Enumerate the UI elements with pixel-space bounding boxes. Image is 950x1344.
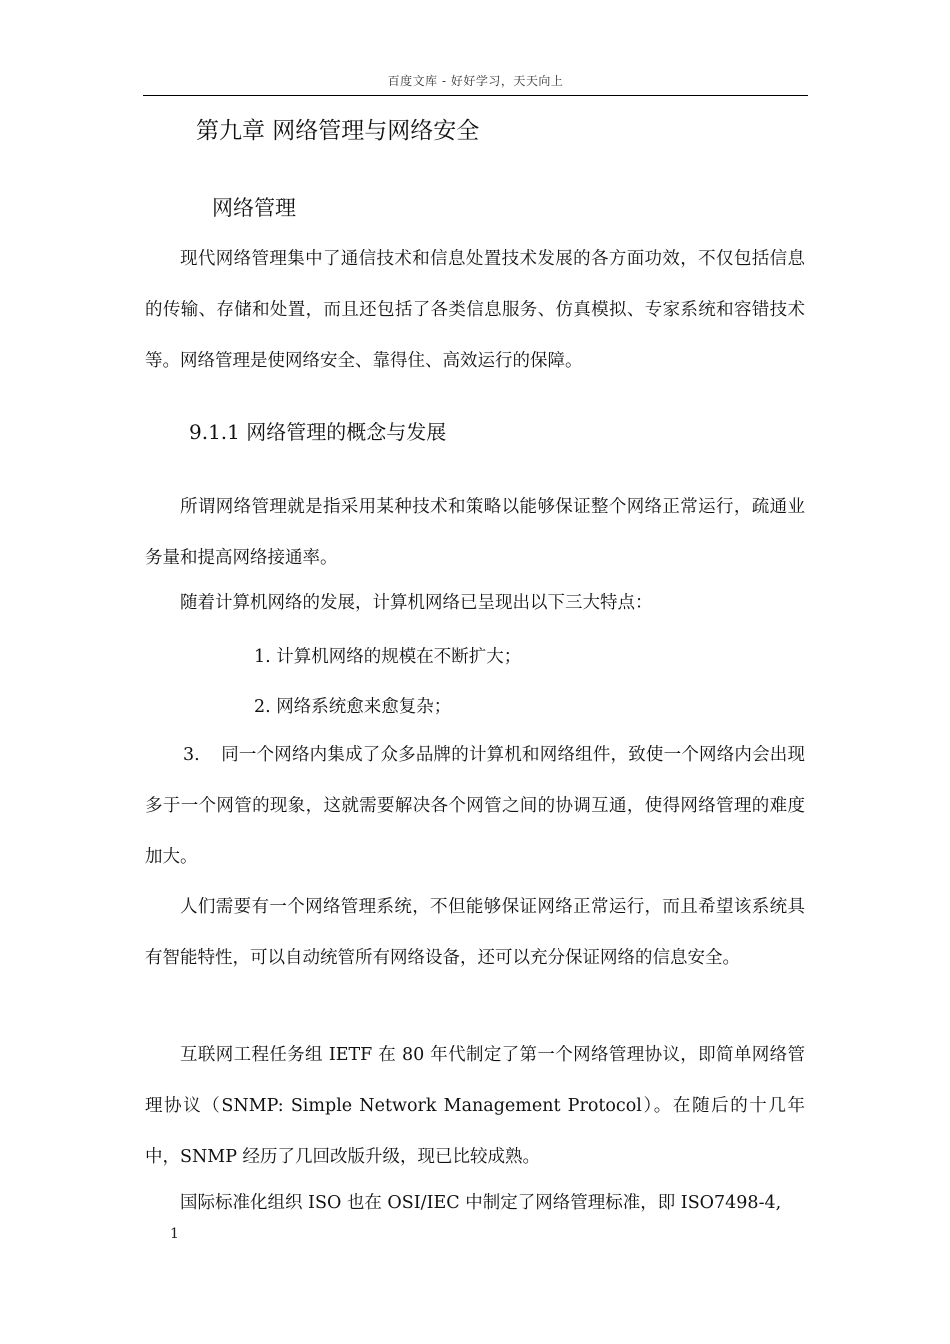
subsection-title: 9.1.1 网络管理的概念与发展 (189, 420, 447, 444)
chapter-title: 第九章 网络管理与网络安全 (196, 118, 480, 144)
list-item-text: 计算机网络的规模在不断扩大； (276, 647, 522, 667)
paragraph-features-intro: 随着计算机网络的发展，计算机网络已呈现出以下三大特点： (180, 593, 653, 613)
list-item-number: 3. (183, 745, 200, 765)
list-item-number: 2. (254, 697, 271, 717)
list-item (254, 632, 521, 683)
paragraph-snmp: 互联网工程任务组 IETF 在 80 年代制定了第一个网络管理协议，即简单网络管理协议（SNMP: Simple Network Management Protocol）。在随后的十几年中，SNMP 经历了几回改版升级，现已比较成熟。 (145, 1045, 805, 1167)
page-number: 1 (170, 1226, 179, 1242)
list-item-number: 1. (254, 647, 271, 667)
list-item (254, 682, 451, 733)
section-title: 网络管理 (212, 196, 296, 220)
paragraph-system-need: 人们需要有一个网络管理系统，不但能够保证网络正常运行，而且希望该系统具有智能特性，可以自动统管所有网络设备，还可以充分保证网络的信息安全。 (145, 897, 805, 968)
paragraph-definition: 所谓网络管理就是指采用某种技术和策略以能够保证整个网络正常运行，疏通业务量和提高网络接通率。 (145, 497, 805, 568)
paragraph-intro: 现代网络管理集中了通信技术和信息处置技术发展的各方面功效，不仅包括信息的传输、存储和处置，而且还包括了各类信息服务、仿真模拟、专家系统和容错技术等。网络管理是使网络安全、靠得住、高效运行的保障。 (145, 249, 805, 371)
paragraph-iso: 国际标准化组织 ISO 也在 OSI/IEC 中制定了网络管理标准，即 ISO7498-4, (180, 1193, 782, 1213)
list-item-text: 网络系统愈来愈复杂； (276, 697, 452, 717)
list-item (145, 730, 805, 883)
header-divider (143, 95, 808, 96)
list-item-text: 同一个网络内集成了众多品牌的计算机和网络组件，致使一个网络内会出现多于一个网管的现象，这就需要解决各个网管之间的协调互通，使得网络管理的难度加大。 (145, 745, 805, 867)
page-header: 百度文库 - 好好学习，天天向上 (387, 74, 564, 88)
